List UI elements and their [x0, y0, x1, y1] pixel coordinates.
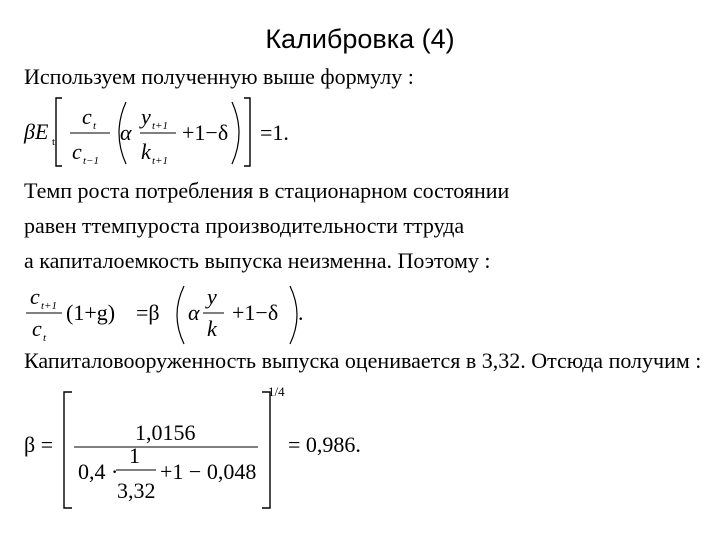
text-line-consumption-growth: Темп роста потребления в стационарном состоянии	[24, 178, 510, 203]
equals-one: =1.	[260, 120, 289, 145]
c-denominator: c	[72, 139, 82, 164]
beta-expectation: βE	[24, 119, 49, 144]
inner-numerator: 1	[129, 443, 140, 468]
alpha-symbol: α	[188, 300, 200, 325]
expectation-subscript: t	[52, 136, 56, 148]
one-plus-g: (1+g)	[66, 300, 116, 325]
result-value: = 0,986.	[288, 432, 361, 457]
numerator-value: 1,0156	[135, 420, 196, 445]
plus-one-minus-delta: +1−δ	[182, 120, 229, 145]
capital-ratio-value: 3,32	[117, 478, 156, 503]
plus-one-minus-depreciation: +1 − 0,048	[160, 459, 257, 484]
equals-beta: =β	[136, 300, 160, 325]
c-numerator: c	[82, 104, 92, 129]
exponent: 1/4	[268, 384, 285, 399]
text-line-capital-intensity: а капиталоемкость выпуска неизменна. Поэтому :	[24, 248, 491, 273]
y-numerator: y	[207, 284, 217, 309]
c-denominator-subscript: t−1	[83, 155, 99, 167]
text-line-capital-ratio: Капиталовооруженность выпуска оценивается в 3,32. Отсюда получим :	[24, 348, 702, 373]
plus-one-minus-delta: +1−δ	[232, 300, 279, 325]
text-line-formula-intro: Используем полученную выше формулу :	[24, 64, 414, 89]
c-numerator: c	[30, 284, 40, 309]
k-subscript: t+1	[152, 155, 168, 167]
y-numerator: y	[141, 104, 151, 129]
c-denominator: c	[32, 316, 42, 341]
coefficient: 0,4 ·	[78, 459, 119, 484]
right-square-bracket	[262, 392, 270, 508]
c-denominator-subscript: t	[43, 332, 47, 344]
c-numerator-subscript: t+1	[41, 300, 57, 312]
left-square-bracket	[64, 392, 72, 508]
k-denominator: k	[141, 139, 151, 164]
period: .	[298, 300, 304, 325]
y-subscript: t+1	[152, 120, 168, 132]
k-denominator: k	[207, 316, 217, 341]
slide-title: Калибровка (4)	[265, 24, 455, 54]
c-numerator-subscript: t	[93, 120, 97, 132]
beta-equals: β =	[24, 432, 54, 457]
text-line-productivity: равен ттемпуроста производительности ттруда	[24, 213, 465, 238]
alpha-symbol: α	[120, 120, 132, 145]
